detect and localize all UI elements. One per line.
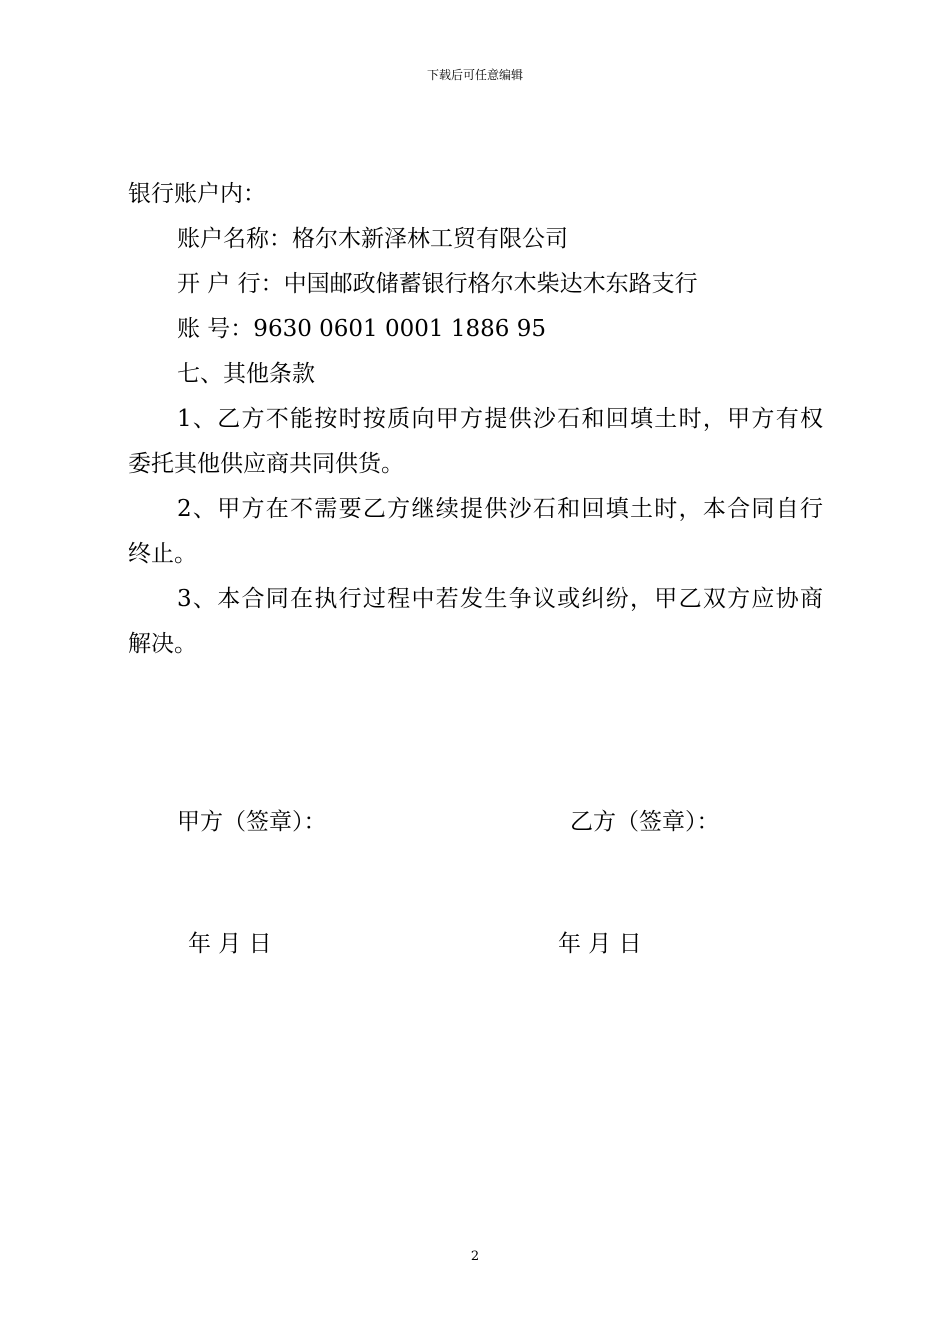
clause-3-line-1: 3、本合同在执行过程中若发生争议或纠纷，甲乙双方应协商 [177,586,823,612]
bank-account-intro: 银行账户内： [128,181,266,207]
clause-2-line-2: 终止。 [128,541,197,567]
account-number-line: 账 号：9630 0601 0001 1886 95 [177,316,546,342]
account-name-line: 账户名称：格尔木新泽林工贸有限公司 [177,226,568,252]
party-b-signature-label: 乙方（签章）： [570,809,720,835]
header-note: 下载后可任意编辑 [426,68,523,82]
party-a-date: 年 月 日 [188,931,272,957]
page-number: 2 [470,1249,480,1264]
clause-3-line-2: 解决。 [128,631,197,657]
party-b-date: 年 月 日 [558,931,642,957]
party-a-signature-label: 甲方（签章）： [177,809,327,835]
bank-line: 开 户 行：中国邮政储蓄银行格尔木柴达木东路支行 [177,271,698,297]
clause-1-line-2: 委托其他供应商共同供货。 [128,451,404,477]
section-seven-heading: 七、其他条款 [177,361,315,387]
clause-1-line-1: 1、乙方不能按时按质向甲方提供沙石和回填土时，甲方有权 [177,406,823,432]
clause-2-line-1: 2、甲方在不需要乙方继续提供沙石和回填土时，本合同自行 [177,496,823,522]
